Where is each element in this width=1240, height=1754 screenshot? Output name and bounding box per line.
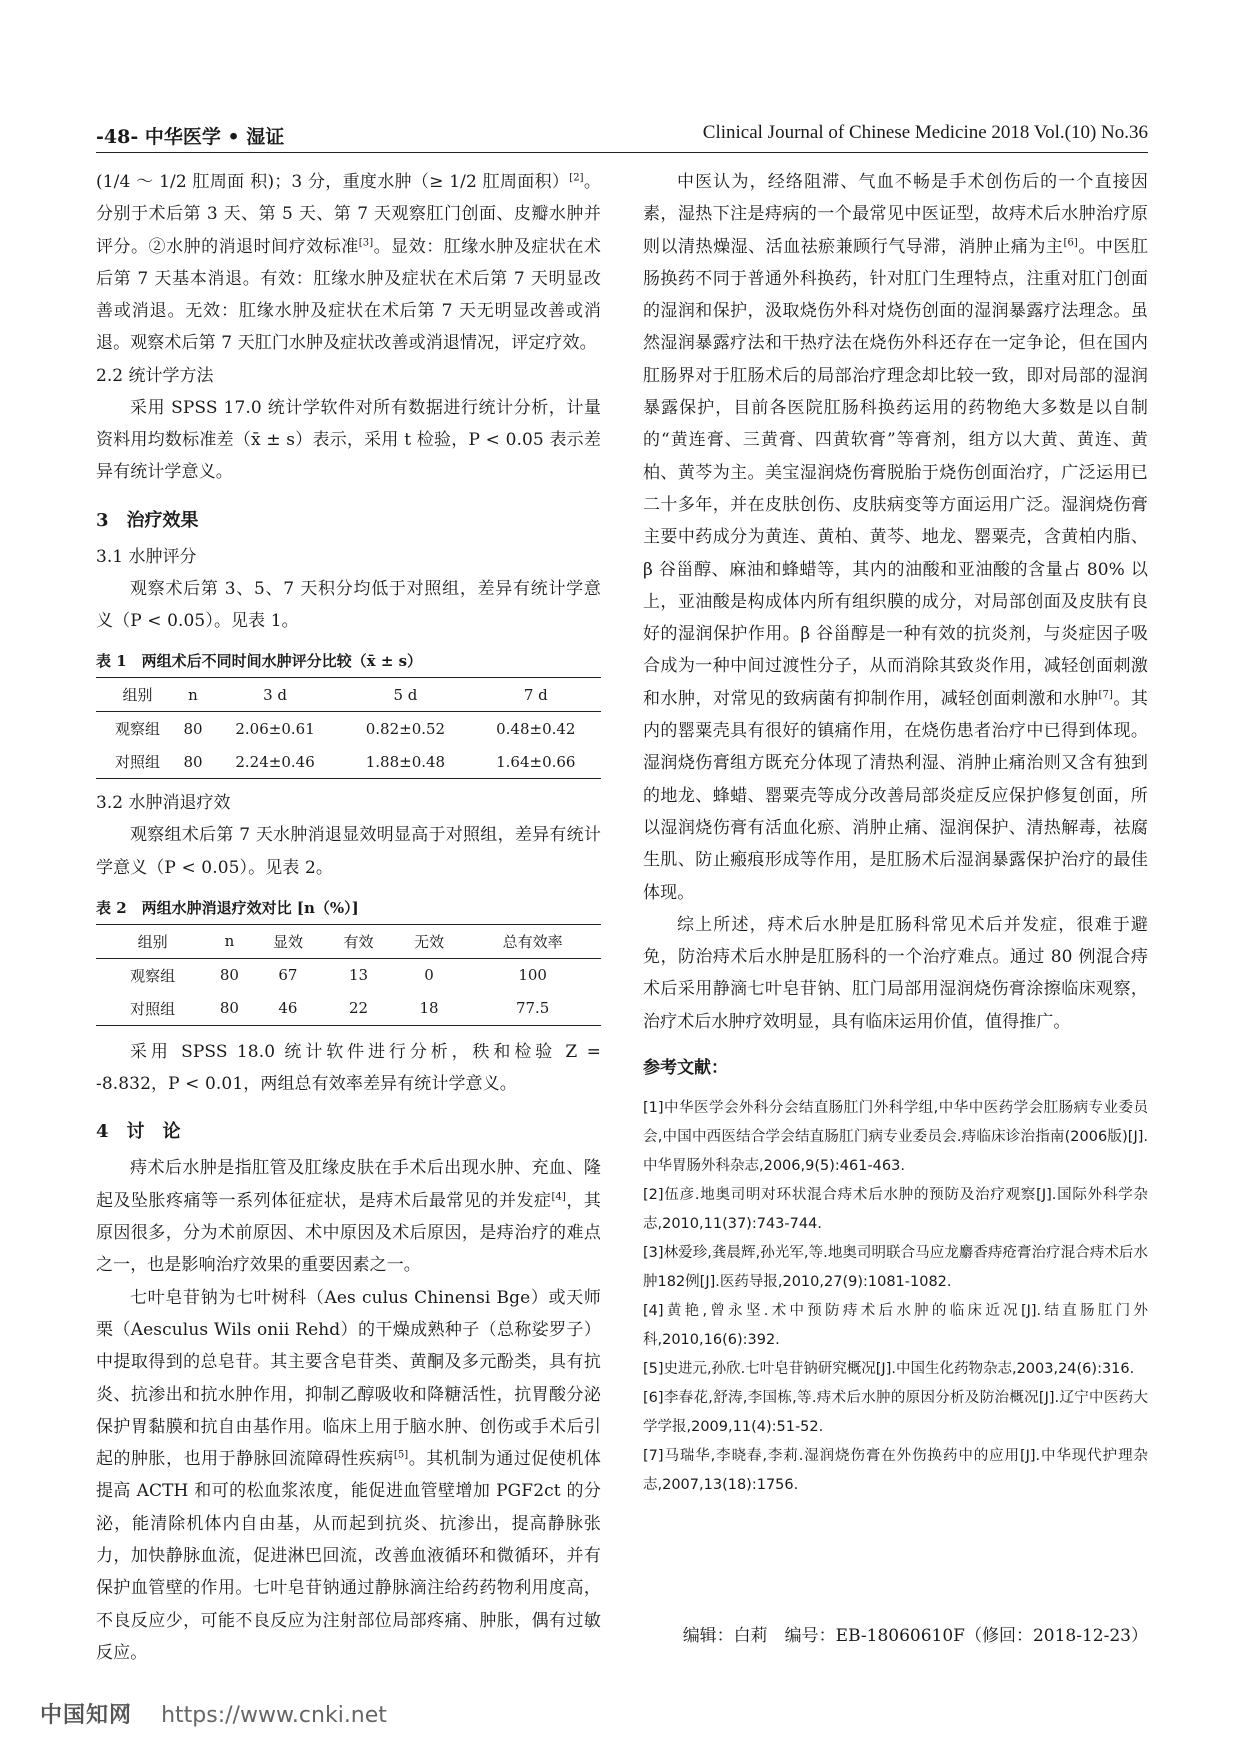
section-heading-4: 4 讨 论 bbox=[96, 1121, 181, 1143]
cnki-logo: 中国知网 bbox=[40, 1703, 133, 1728]
table-header-cell: 5 d bbox=[340, 678, 470, 712]
table-1-caption: 表 1 两组术后不同时间水肿评分比较（x̄ ± s） bbox=[96, 652, 423, 671]
table-header-cell: 无效 bbox=[394, 924, 465, 958]
table-cell: 80 bbox=[219, 966, 239, 985]
paragraph: 观察术后第 3、5、7 天积分均低于对照组，差异有统计学意义（P < 0.05）。见表 1。 bbox=[96, 578, 601, 631]
paragraph: 综上所述，痔术后水肿是肛肠科常见术后并发症，很难于避免，防治痔术后水肿是肛肠科的一个治疗难点。通过 80 例混合痔术后采用静滴七叶皂苷钠、肛门局部用湿润烧伤膏涂擦临床观察，治疗术后水肿疗效明显，具有临床运用价值，值得推广。 bbox=[643, 914, 1148, 1032]
reference-item: [6]李春花,舒涛,李国栋,等.痔术后水肿的原因分析及防治概况[J].辽宁中医药大学学报,2009,11(4):51-52. bbox=[643, 1390, 1148, 1436]
table-cell: 1.88±0.48 bbox=[340, 745, 470, 779]
reference-item: [5]史进元,孙欣.七叶皂苷钠研究概况[J].中国生化药物杂志,2003,24(6):316. bbox=[643, 1361, 1135, 1378]
editor-note: 编辑：白莉 编号：EB-18060610F（修回：2018-12-23） bbox=[682, 1626, 1148, 1646]
reference-item: [2]伍彦.地奥司明对环状混合痔术后水肿的预防及治疗观察[J].国际外科学杂志,2010,11(37):743-744. bbox=[643, 1187, 1148, 1233]
paragraph: 七叶皂苷钠为七叶树科（Aes culus Chinensi Bge）或天师栗（Aesculus Wils onii Rehd）的干燥成熟种子（总称娑罗子）中提取得到的总皂苷。其主要含皂苷类、黄酮及多元酚类，具有抗炎、抗渗出和抗水肿作用，抑制乙醇吸收和降糖活性，抗胃酸分泌保护胃黏膜和抗自由基作用。临床上用于脑水肿、创伤或手术后引起的肿胀，也用于静脉回流障碍性疾病[5]。其机制为通过促使机体提高 ACTH 和可的松血浆浓度，能促进血管壁增加 PGF2ct 的分泌，能清除机体内自由基，从而起到抗炎、抗渗出，提高静脉张力，加快静脉血流，促进淋巴回流，改善血液循环和微循环，并有保护血管壁的作用。七叶皂苷钠通过静脉滴注给药药物利用度高，不良反应少，可能不良反应为注射部位局部疼痛、肿胀，偶有过敏反应。 bbox=[96, 1287, 602, 1663]
table-cell: 46 bbox=[253, 992, 324, 1026]
citation[interactable]: [6] bbox=[1063, 236, 1078, 248]
table-cell: 77.5 bbox=[464, 992, 601, 1026]
header-journal-cn: -48- 中华医学 • 湿证 bbox=[96, 126, 285, 148]
paragraph: 观察组术后第 7 天水肿消退显效明显高于对照组，差异有统计学意义（P < 0.05）。见表 2。 bbox=[96, 825, 601, 878]
table-header-cell: 组别 bbox=[96, 678, 176, 712]
right-column bbox=[643, 166, 1148, 1500]
section-heading-2-2: 2.2 统计学方法 bbox=[96, 365, 214, 386]
reference-item: [7]马瑞华,李晓春,李莉.湿润烧伤膏在外伤换药中的应用[J].中华现代护理杂志,2007,13(18):1756. bbox=[643, 1448, 1148, 1494]
table-cell: 观察组 bbox=[130, 966, 176, 985]
table-cell: 80 bbox=[183, 719, 203, 738]
paragraph: 采用 SPSS 18.0 统计软件进行分析，秩和检验 Z = -8.832，P < 0.01，两组总有效率差异有统计学意义。 bbox=[96, 1041, 601, 1095]
table-cell: 100 bbox=[518, 966, 547, 985]
table-header-cell: n bbox=[176, 678, 210, 712]
table-cell: 80 bbox=[176, 745, 210, 779]
reference-item: [1]中华医学会外科分会结直肠肛门外科学组,中华中医药学会肛肠病专业委员会,中国中西医结合学会结直肠肛门病专业委员会.痔临床诊治指南(2006版)[J].中华胃肠外科杂志,2006,9(5):461-463. bbox=[643, 1100, 1148, 1175]
references-heading: 参考文献： bbox=[643, 1058, 728, 1079]
references-list bbox=[643, 1094, 1148, 1500]
table-cell: 观察组 bbox=[115, 720, 161, 739]
table-row bbox=[96, 712, 601, 746]
table-cell: 0.82±0.52 bbox=[365, 719, 446, 738]
section-heading-3: 3 治疗效果 bbox=[96, 509, 199, 531]
table-cell: 1.64±0.66 bbox=[471, 745, 601, 779]
paragraph: 中医认为，经络阻滞、气血不畅是手术创伤后的一个直接因素，湿热下注是痔病的一个最常见中医证型，故痔术后水肿治疗原则以清热燥湿、活血祛瘀兼顾行气导滞，消肿止痛为主[6]。中医肛肠换药不同于普通外科换药，针对肛门生理特点，注重对肛门创面的湿润和保护，汲取烧伤外科对烧伤创面的湿润暴露疗法理念。虽然湿润暴露疗法和干热疗法在烧伤外科还存在一定争论，但在国内肛肠界对于肛肠术后的局部治疗理念却比较一致，即对局部的湿润暴露保护，目前各医院肛肠科换药运用的药物绝大多数是以自制的“黄连膏、三黄膏、四黄软膏”等膏剂，组方以大黄、黄连、黄柏、黄芩为主。美宝湿润烧伤膏脱胎于烧伤创面治疗，广泛运用已二十多年，并在皮肤创伤、皮肤病变等方面运用广泛。湿润烧伤膏主要中药成分为黄连、黄柏、黄芩、地龙、罂粟壳，含黄柏内脂、β 谷甾醇、麻油和蜂蜡等，其内的油酸和亚油酸的含量占 80% 以上，亚油酸是构成体内所有组织膜的成分，对局部创面及皮肤有良好的湿润保护作用。β 谷甾醇是一种有效的抗炎剂，与炎症因子吸合成为一种中间过渡性分子，从而消除其致炎作用，减轻创面刺激和水肿，对常见的致病菌有抑制作用，减轻创面刺激和水肿[7]。其内的罂粟壳具有很好的镇痛作用，在烧伤患者治疗中已得到体现。湿润烧伤膏组方既充分体现了清热利湿、消肿止痛治则又含有独到的地龙、蜂蜡、罂粟壳等成分改善局部炎症反应保护修复创面，所以湿润烧伤膏有活血化瘀、消肿止痛、湿润保护、清热解毒，祛腐生肌、防止瘢痕形成等作用，是肛肠术后湿润暴露保护治疗的最佳体现。 bbox=[643, 172, 1148, 903]
table-header-cell: n bbox=[206, 924, 252, 958]
citation[interactable]: [5] bbox=[393, 1449, 409, 1461]
table-header-cell: 有效 bbox=[323, 924, 394, 958]
paragraph: 采用 SPSS 17.0 统计学软件对所有数据进行统计分析，计量资料用均数标准差（x̄ ± s）表示，采用 t 检验，P < 0.05 表示差异有统计学意义。 bbox=[96, 397, 601, 483]
table-2 bbox=[96, 924, 601, 1026]
table-2-caption: 表 2 两组水肿消退疗效对比 [n（%）] bbox=[96, 898, 359, 917]
citation[interactable]: [2] bbox=[569, 172, 584, 184]
table-cell: 18 bbox=[394, 992, 465, 1026]
table-1 bbox=[96, 677, 601, 779]
header-journal-en: Clinical Journal of Chinese Medicine 2018 Vol.(10) No.36 bbox=[702, 122, 1148, 143]
table-row bbox=[96, 992, 601, 1026]
table-cell: 0.48±0.42 bbox=[496, 719, 576, 738]
left-column bbox=[96, 166, 601, 1669]
table-row bbox=[96, 745, 601, 779]
running-header bbox=[96, 118, 1148, 153]
table-cell: 2.06±0.61 bbox=[235, 719, 315, 738]
table-cell: 80 bbox=[206, 992, 252, 1026]
table-header-row bbox=[96, 678, 601, 712]
table-header-row bbox=[96, 924, 601, 958]
table-cell: 0 bbox=[424, 966, 434, 985]
table-header-cell: 7 d bbox=[471, 678, 601, 712]
table-cell: 67 bbox=[278, 966, 298, 985]
table-cell: 对照组 bbox=[96, 745, 176, 779]
section-heading-3-2: 3.2 水肿消退疗效 bbox=[96, 793, 231, 814]
table-cell: 对照组 bbox=[96, 992, 206, 1026]
table-row bbox=[96, 958, 601, 992]
cnki-watermark bbox=[40, 1698, 387, 1729]
paragraph: (1/4 ～ 1/2 肛周面 积)；3 分，重度水肿（≥ 1/2 肛周面积）[2]。分别于术后第 3 天、第 5 天、第 7 天观察肛门创面、皮瓣水肿并评分。②水肿的消退时间疗效标准[3]。显效：肛缘水肿及症状在术后第 7 天基本消退。有效：肛缘水肿及症状在术后第 7 天明显改善或消退。无效：肛缘水肿及症状在术后第 7 天无明显改善或消退。观察术后第 7 天肛门水肿及症状改善或消退情况，评定疗效。 bbox=[96, 172, 602, 354]
table-header-cell: 3 d bbox=[210, 678, 340, 712]
reference-item: [4]黄艳,曾永坚.术中预防痔术后水肿的临床近况[J].结直肠肛门外科,2010,16(6):392. bbox=[643, 1303, 1148, 1349]
table-cell: 2.24±0.46 bbox=[210, 745, 340, 779]
paragraph: 痔术后水肿是指肛管及肛缘皮肤在手术后出现水肿、充血、隆起及坠胀疼痛等一系列体征症状，是痔术后最常见的并发症[4]，其原因很多，分为术前原因、术中原因及术后原因，是痔治疗的难点之一，也是影响治疗效果的重要因素之一。 bbox=[96, 1158, 601, 1276]
citation[interactable]: [7] bbox=[1098, 689, 1113, 701]
table-header-cell: 组别 bbox=[96, 924, 206, 958]
table-header-cell: 总有效率 bbox=[464, 924, 601, 958]
citation[interactable]: [3] bbox=[358, 236, 374, 248]
table-cell: 22 bbox=[323, 992, 394, 1026]
table-header-cell: 显效 bbox=[253, 924, 324, 958]
reference-item: [3]林爱珍,龚晨辉,孙光军,等.地奥司明联合马应龙麝香痔疮膏治疗混合痔术后水肿182例[J].医药导报,2010,27(9):1081-1082. bbox=[643, 1245, 1148, 1291]
cnki-url-link[interactable]: https://www.cnki.net bbox=[161, 1703, 387, 1728]
citation[interactable]: [4] bbox=[551, 1191, 566, 1203]
section-heading-3-1: 3.1 水肿评分 bbox=[96, 546, 197, 567]
table-cell: 13 bbox=[348, 966, 369, 985]
